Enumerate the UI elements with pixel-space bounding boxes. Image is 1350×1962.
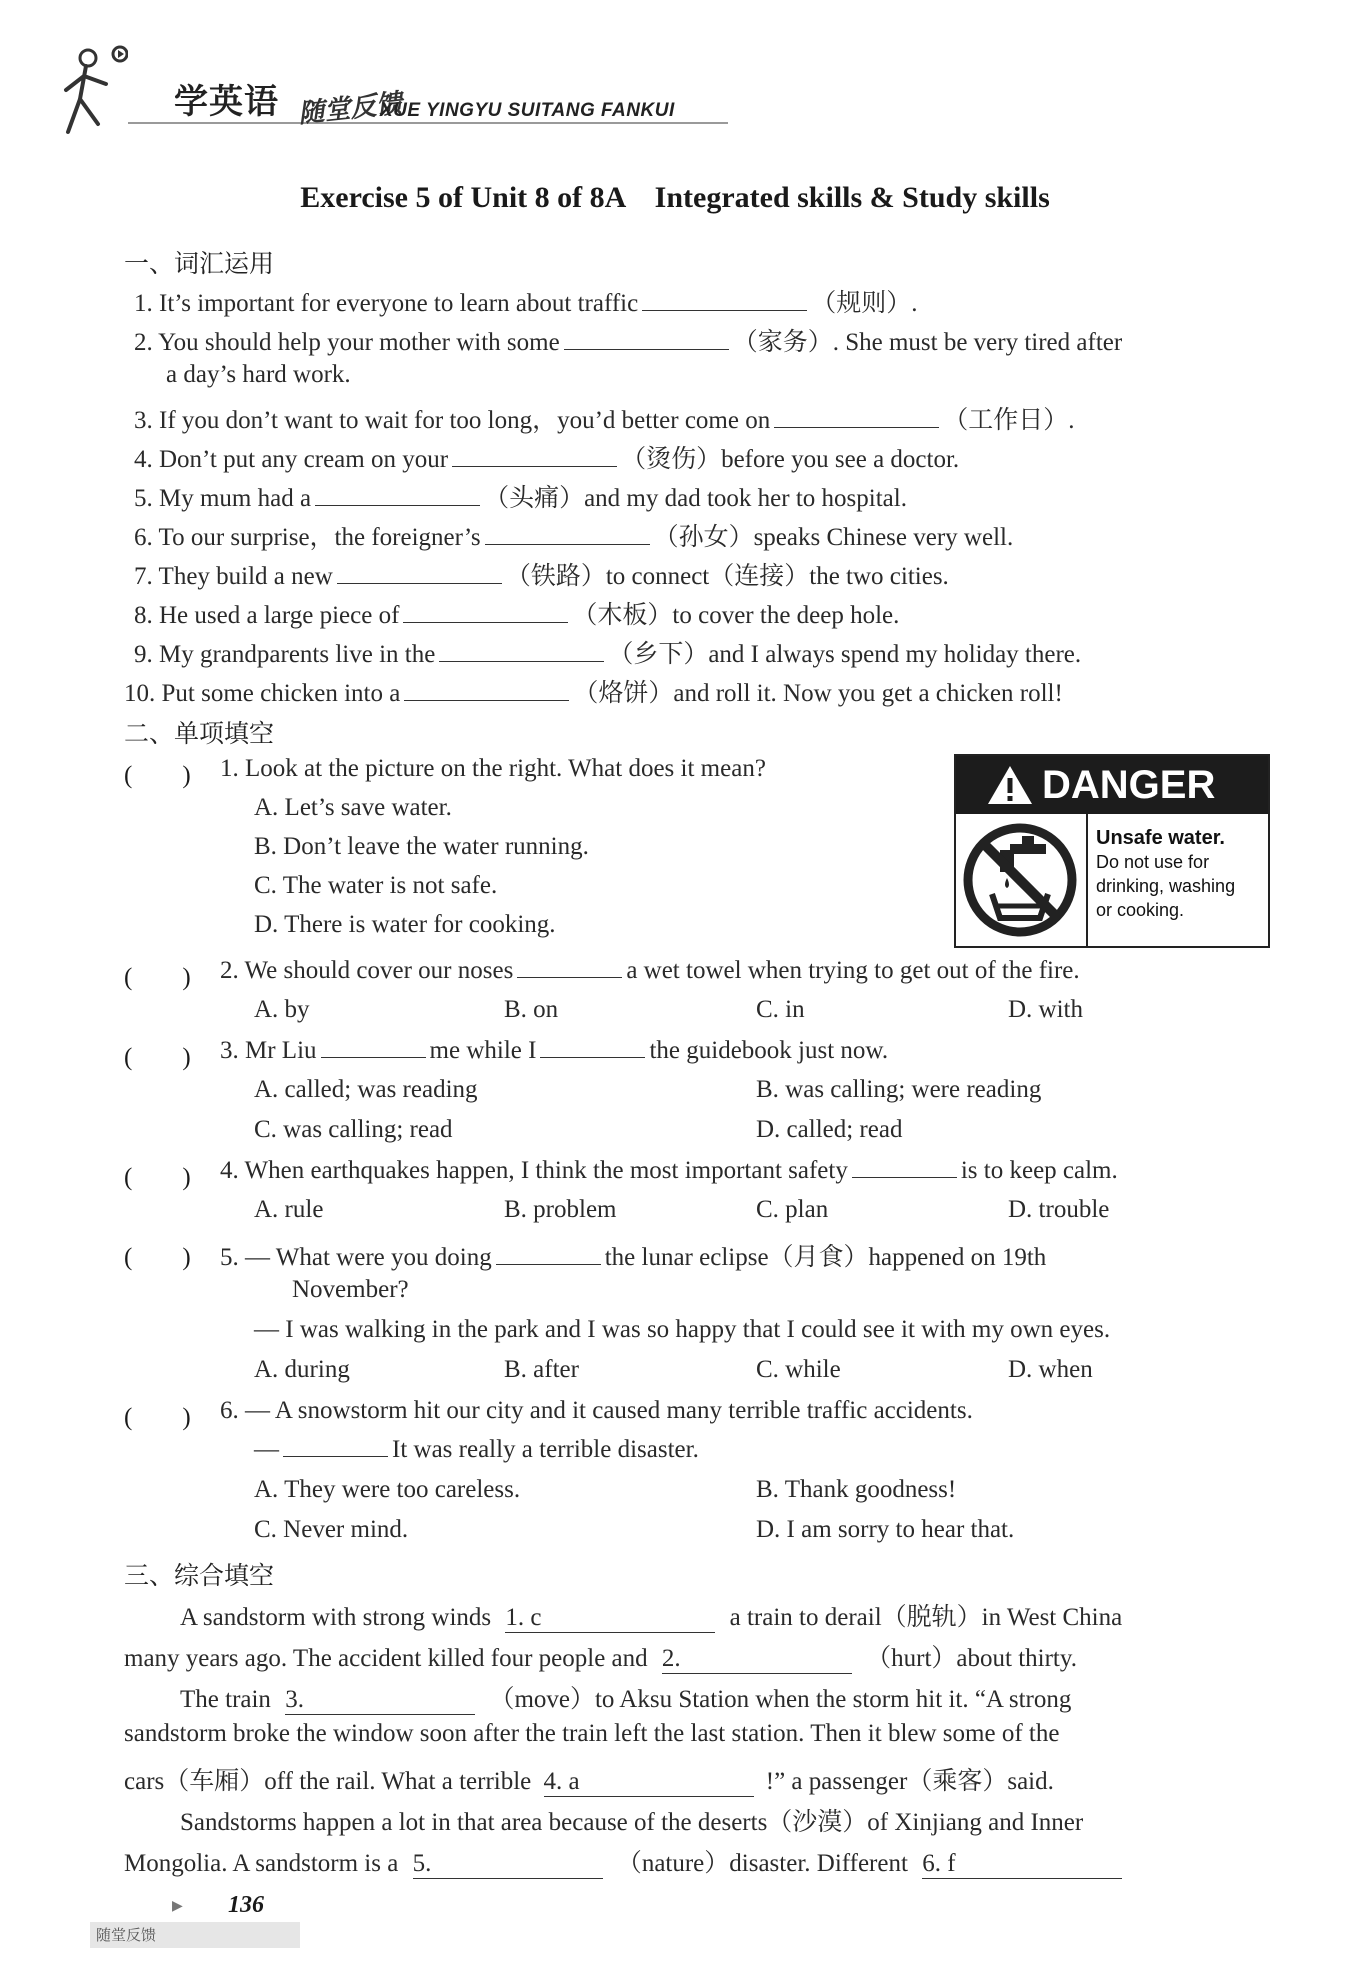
answer-blank[interactable] [642,309,807,311]
answer-paren[interactable]: ( ) [124,1164,191,1191]
section2-heading: 二、单项填空 [124,719,275,748]
vocab-item-6: 6. To our surprise，the foreigner’s （孙女）speaks Chinese very well. [134,524,1014,551]
answer-blank[interactable] [517,976,622,978]
answer-blank[interactable] [852,1176,957,1178]
cloze-line-3: The train 3. （move）to Aksu Station when the storm hit it. “A strong [180,1686,1072,1713]
mcq-3-option-c[interactable]: C. was calling; read [254,1116,453,1143]
answer-blank[interactable] [315,504,480,506]
sign-text [1096,826,1235,922]
page-number: 136 [228,1892,264,1918]
mcq-4-option-b[interactable]: B. problem [504,1196,617,1223]
vocab-item-2-cont: a day’s hard work. [166,361,351,388]
mcq-1-option-b[interactable]: B. Don’t leave the water running. [254,833,589,860]
mcq-6-option-c[interactable]: C. Never mind. [254,1516,409,1543]
mcq-6-reply: — It was really a terrible disaster. [254,1436,699,1463]
cloze-blank-6[interactable]: 6. f [922,1850,1122,1879]
mcq-3-option-a[interactable]: A. called; was reading [254,1076,478,1103]
vocab-item-2: 2. You should help your mother with some （家务）. She must be very tired after [134,329,1123,356]
vocab-item-8: 8. He used a large piece of （木板）to cover the deep hole. [134,602,900,629]
mcq-2-option-d[interactable]: D. with [1008,996,1083,1023]
mcq-4-option-a[interactable]: A. rule [254,1196,324,1223]
mcq-1-option-c[interactable]: C. The water is not safe. [254,872,498,899]
vocab-item-1: 1. It’s important for everyone to learn about traffic （规则）. [134,290,918,317]
warning-triangle-icon [986,764,1034,806]
mcq-6-option-b[interactable]: B. Thank goodness! [756,1476,957,1503]
cloze-line-2: many years ago. The accident killed four people and 2. （hurt）about thirty. [124,1645,1078,1672]
cloze-line-7: Mongolia. A sandstorm is a 5. （nature）disaster. Different 6. f [124,1843,1130,1879]
mcq-3-stem: 3. Mr Liu me while I the guidebook just now. [220,1037,889,1064]
answer-blank[interactable] [452,465,617,467]
answer-blank[interactable] [337,582,502,584]
mcq-6-option-a[interactable]: A. They were too careless. [254,1476,521,1503]
no-drinking-water-icon [956,814,1088,946]
danger-sign [954,754,1270,948]
section3-heading: 三、综合填空 [124,1561,275,1590]
header-title-en: XUE YINGYU SUITANG FANKUI [380,100,675,121]
mcq-4-option-d[interactable]: D. trouble [1008,1196,1110,1223]
vocab-item-10: 10. Put some chicken into a （烙饼）and roll it. Now you get a chicken roll! [124,680,1063,707]
answer-blank[interactable] [564,348,729,350]
mcq-2-option-c[interactable]: C. in [756,996,805,1023]
sign-line-1: Do not use for [1096,852,1210,872]
header-title-zh: 学英语 [174,82,279,122]
answer-paren[interactable]: ( ) [124,1044,191,1071]
answer-blank[interactable] [485,543,650,545]
vocab-item-4: 4. Don’t put any cream on your （烫伤）before you see a doctor. [134,446,960,473]
cloze-blank-3[interactable]: 3. [285,1686,475,1715]
mcq-5-option-a[interactable]: A. during [254,1356,350,1383]
mcq-1-option-d[interactable]: D. There is water for cooking. [254,911,556,938]
answer-paren[interactable]: ( ) [124,1244,191,1271]
cloze-blank-4[interactable]: 4. a [544,1768,754,1797]
answer-blank[interactable] [540,1056,645,1058]
mcq-5-stem-cont: November? [292,1276,409,1303]
cloze-line-4: sandstorm broke the window soon after the train left the last station. Then it blew some of the [124,1720,1060,1747]
cloze-blank-1[interactable]: 1. c [505,1604,715,1633]
vocab-item-9: 9. My grandparents live in the （乡下）and I always spend my holiday there. [134,641,1082,668]
mcq-6-option-d[interactable]: D. I am sorry to hear that. [756,1516,1015,1543]
answer-blank[interactable] [403,621,568,623]
cloze-line-5: cars（车厢）off the rail. What a terrible 4. a !” a passenger（乘客）said. [124,1768,1054,1795]
cloze-blank-2[interactable]: 2. [662,1645,852,1674]
mcq-6-stem: 6. — A snowstorm hit our city and it caused many terrible traffic accidents. [220,1397,973,1424]
answer-blank[interactable] [774,426,939,428]
cloze-line-1: A sandstorm with strong winds 1. c a train to derail（脱轨）in West China [180,1604,1123,1631]
answer-paren[interactable]: ( ) [124,762,191,789]
section1-heading: 一、词汇运用 [124,249,275,278]
answer-blank[interactable] [439,660,604,662]
page-arrow-icon: ▶ [172,1898,183,1914]
vocab-item-3: 3. If you don’t want to wait for too long，you’d better come on （工作日）. [134,407,1075,434]
runner-logo-icon [58,44,128,144]
mcq-2-option-b[interactable]: B. on [504,996,559,1023]
footer-tab: 随堂反馈 [90,1922,300,1948]
vocab-item-7: 7. They build a new （铁路）to connect（连接）the two cities. [134,563,949,590]
mcq-5-option-c[interactable]: C. while [756,1356,841,1383]
mcq-3-option-d[interactable]: D. called; read [756,1116,903,1143]
header-subtitle-zh: 随堂反馈 [296,88,404,130]
cloze-blank-5[interactable]: 5. [413,1850,603,1879]
exercise-title: Exercise 5 of Unit 8 of 8A Integrated skills & Study skills [300,181,1050,214]
mcq-1-option-a[interactable]: A. Let’s save water. [254,794,452,821]
answer-blank[interactable] [404,699,569,701]
mcq-4-option-c[interactable]: C. plan [756,1196,829,1223]
answer-blank[interactable] [283,1455,388,1457]
sign-line-3: or cooking. [1096,900,1185,920]
mcq-5-option-b[interactable]: B. after [504,1356,579,1383]
header-banner [58,44,698,144]
mcq-1-stem: 1. Look at the picture on the right. What does it mean? [220,755,766,782]
mcq-5-option-d[interactable]: D. when [1008,1356,1093,1383]
danger-banner [956,756,1268,814]
mcq-5-reply: — I was walking in the park and I was so happy that I could see it with my own eyes. [254,1316,1111,1343]
danger-label: DANGER [1042,763,1216,807]
answer-paren[interactable]: ( ) [124,1404,191,1431]
mcq-4-stem: 4. When earthquakes happen, I think the most important safety is to keep calm. [220,1157,1118,1184]
sign-heading: Unsafe water. [1096,827,1225,849]
mcq-3-option-b[interactable]: B. was calling; were reading [756,1076,1042,1103]
cloze-line-6: Sandstorms happen a lot in that area because of the deserts（沙漠）of Xinjiang and Inner [180,1809,1084,1836]
mcq-2-option-a[interactable]: A. by [254,996,310,1023]
vocab-item-5: 5. My mum had a （头痛）and my dad took her to hospital. [134,485,907,512]
answer-blank[interactable] [321,1056,426,1058]
answer-paren[interactable]: ( ) [124,964,191,991]
answer-blank[interactable] [496,1263,601,1265]
mcq-5-stem: 5. — What were you doing the lunar eclipse（月食）happened on 19th [220,1244,1047,1271]
mcq-2-stem: 2. We should cover our noses a wet towel when trying to get out of the fire. [220,957,1080,984]
sign-line-2: drinking, washing [1096,876,1236,896]
